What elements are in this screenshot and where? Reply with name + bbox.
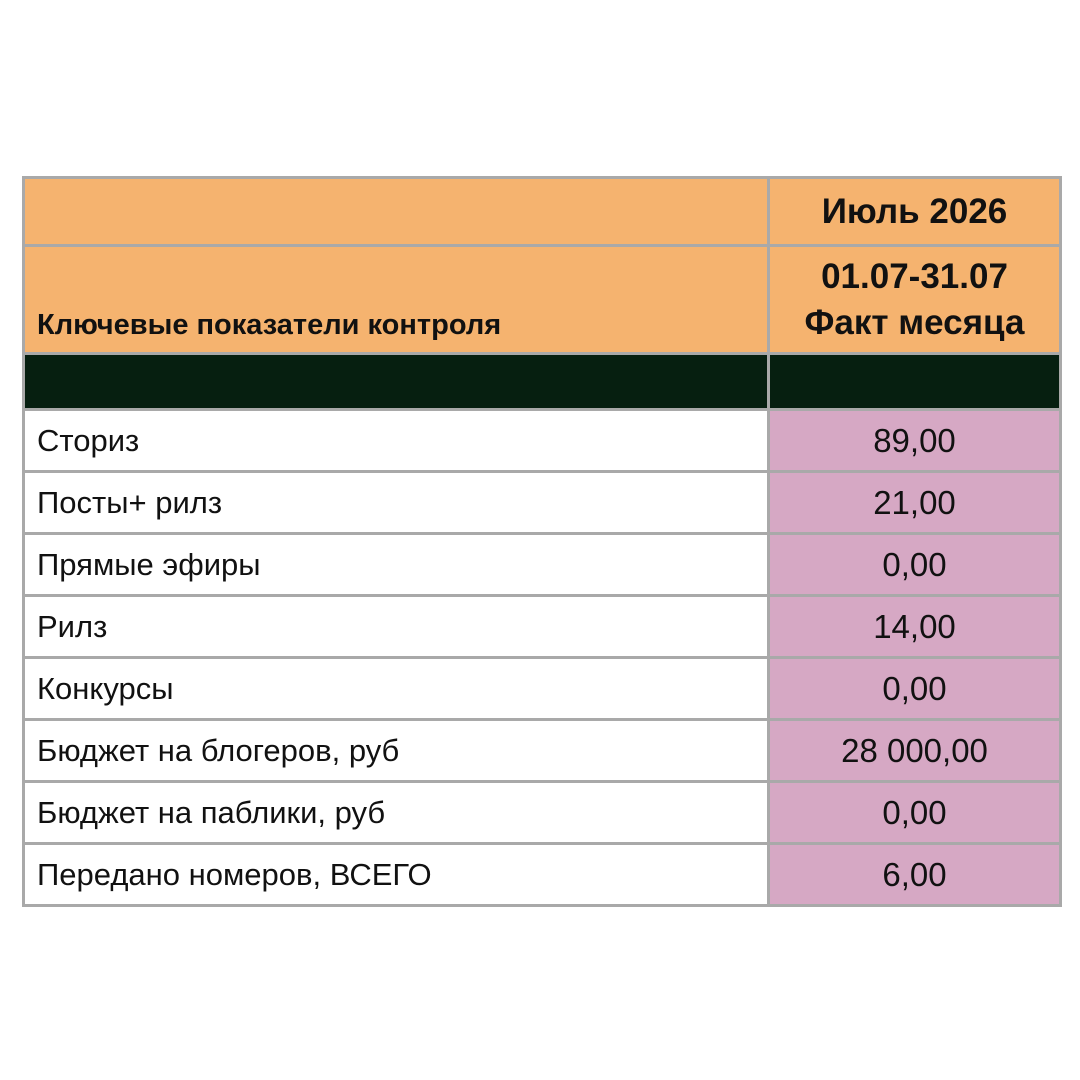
row-label: Посты+ рилз [24,472,769,534]
row-label: Передано номеров, ВСЕГО [24,844,769,906]
table-row [24,410,1061,472]
row-value: 21,00 [769,472,1061,534]
table-row [24,720,1061,782]
row-label: Бюджет на паблики, руб [24,782,769,844]
separator-cell-label [24,354,769,410]
row-value: 28 000,00 [769,720,1061,782]
period-range: 01.07-31.07 [821,256,1008,296]
row-value: 14,00 [769,596,1061,658]
row-label: Прямые эфиры [24,534,769,596]
row-value: 0,00 [769,658,1061,720]
row-value: 89,00 [769,410,1061,472]
row-label: Сториз [24,410,769,472]
row-value: 0,00 [769,782,1061,844]
table-row [24,844,1061,906]
separator-cell-value [769,354,1061,410]
row-value: 6,00 [769,844,1061,906]
kpi-table [22,176,1062,907]
table-row [24,596,1061,658]
table-row [24,782,1061,844]
table-title: Ключевые показатели контроля [24,246,769,354]
table-row [24,534,1061,596]
row-value: 0,00 [769,534,1061,596]
header-row-period [24,246,1061,354]
header-empty-cell [24,178,769,246]
month-header: Июль 2026 [769,178,1061,246]
table-row [24,658,1061,720]
row-label: Конкурсы [24,658,769,720]
period-header [769,246,1061,354]
row-label: Бюджет на блогеров, руб [24,720,769,782]
period-note: Факт месяца [804,302,1025,342]
table-row [24,472,1061,534]
row-label: Рилз [24,596,769,658]
header-row-month [24,178,1061,246]
separator-row [24,354,1061,410]
